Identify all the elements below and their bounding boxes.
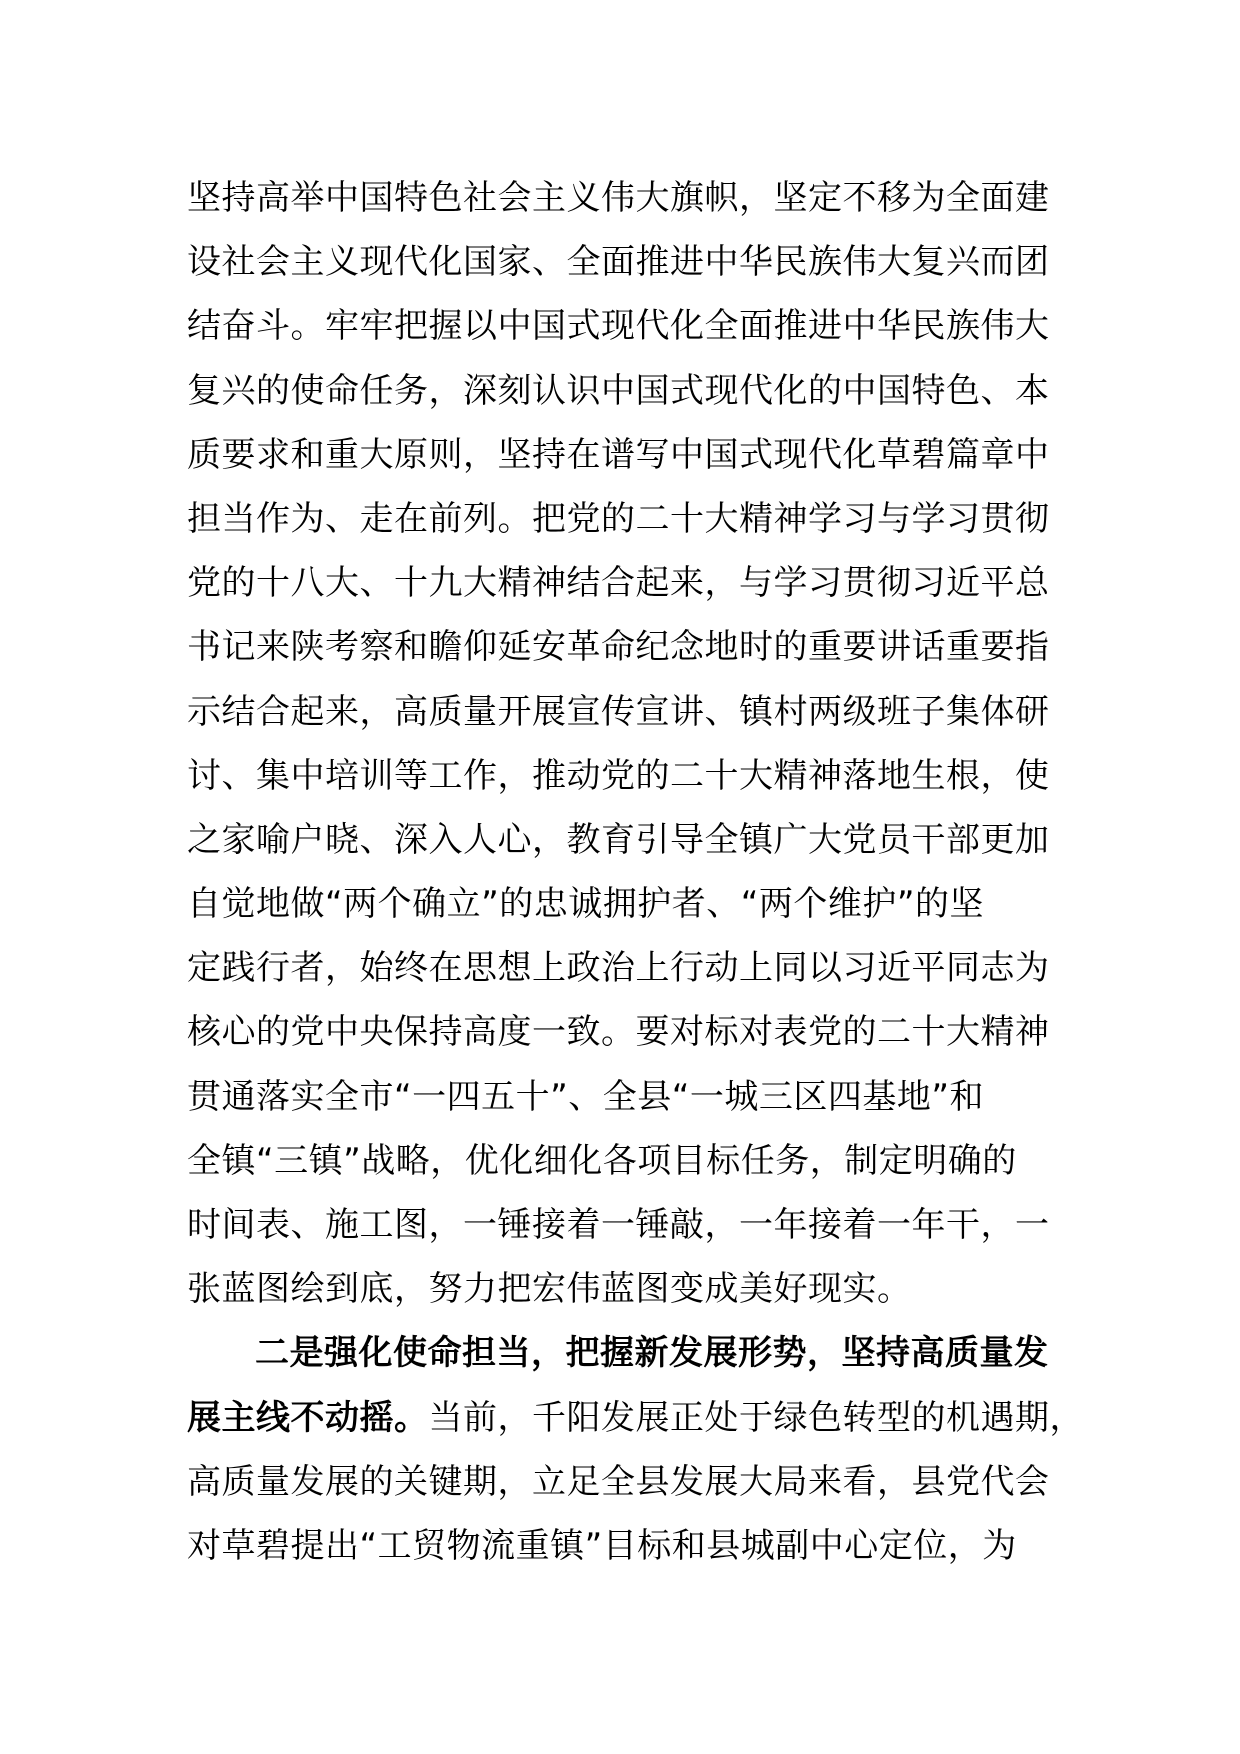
paragraph-line: 坚持高举中国特色社会主义伟大旗帜，坚定不移为全面建: [187, 178, 1050, 218]
section-heading-continuation: [187, 1386, 1092, 1450]
paragraph-line: 结奋斗。牢牢把握以中国式现代化全面推进中华民族伟大: [187, 306, 1050, 347]
paragraph-line: 贯通落实全市“一四五十”、全县“一城三区四基地”和: [187, 1076, 984, 1117]
paragraph-line: 时间表、施工图，一锤接着一锤敲，一年接着一年干，一: [187, 1205, 1050, 1245]
paragraph-line: 讨、集中培训等工作，推动党的二十大精神落地生根，使: [187, 755, 1050, 796]
paragraph-line: 核心的党中央保持高度一致。要对标对表党的二十大精神: [187, 1012, 1050, 1053]
paragraph-line: 之家喻户晓、深入人心，教育引导全镇广大党员干部更加: [187, 819, 1050, 860]
paragraph-line: 设社会主义现代化国家、全面推进中华民族伟大复兴而团: [187, 242, 1050, 283]
paragraph-line: 书记来陕考察和瞻仰延安革命纪念地时的重要讲话重要指: [187, 627, 1050, 668]
paragraph-line: 党的十八大、十九大精神结合起来，与学习贯彻习近平总: [187, 563, 1050, 604]
paragraph-line: 复兴的使命任务，深刻认识中国式现代化的中国特色、本: [187, 370, 1050, 411]
paragraph-line: 担当作为、走在前列。把党的二十大精神学习与学习贯彻: [187, 498, 1050, 539]
paragraph-line: 对草碧提出“工贸物流重镇”目标和县城副中心定位，为: [187, 1525, 1017, 1566]
paragraph-line: 质要求和重大原则，坚持在谱写中国式现代化草碧篇章中: [187, 434, 1050, 475]
section-heading: 二是强化使命担当，把握新发展形势，坚持高质量发: [255, 1333, 1049, 1374]
paragraph-line: 定践行者，始终在思想上政治上行动上同以习近平同志为: [187, 948, 1050, 989]
paragraph-text: 当前，千阳发展正处于绿色转型的机遇期，: [428, 1397, 1084, 1438]
paragraph-line: 张蓝图绘到底，努力把宏伟蓝图变成美好现实。: [187, 1269, 912, 1310]
paragraph-line: 示结合起来，高质量开展宣传宣讲、镇村两级班子集体研: [187, 691, 1050, 732]
paragraph-line: 全镇“三镇”战略，优化细化各项目标任务，制定明确的: [187, 1140, 1017, 1181]
paragraph-line: 自觉地做“两个确立”的忠诚拥护者、“两个维护”的坚: [187, 884, 984, 925]
body-text: [187, 166, 1092, 1578]
section-heading-end: 展主线不动摇。: [187, 1397, 429, 1438]
paragraph-line: 高质量发展的关键期，立足全县发展大局来看，县党代会: [187, 1461, 1050, 1502]
